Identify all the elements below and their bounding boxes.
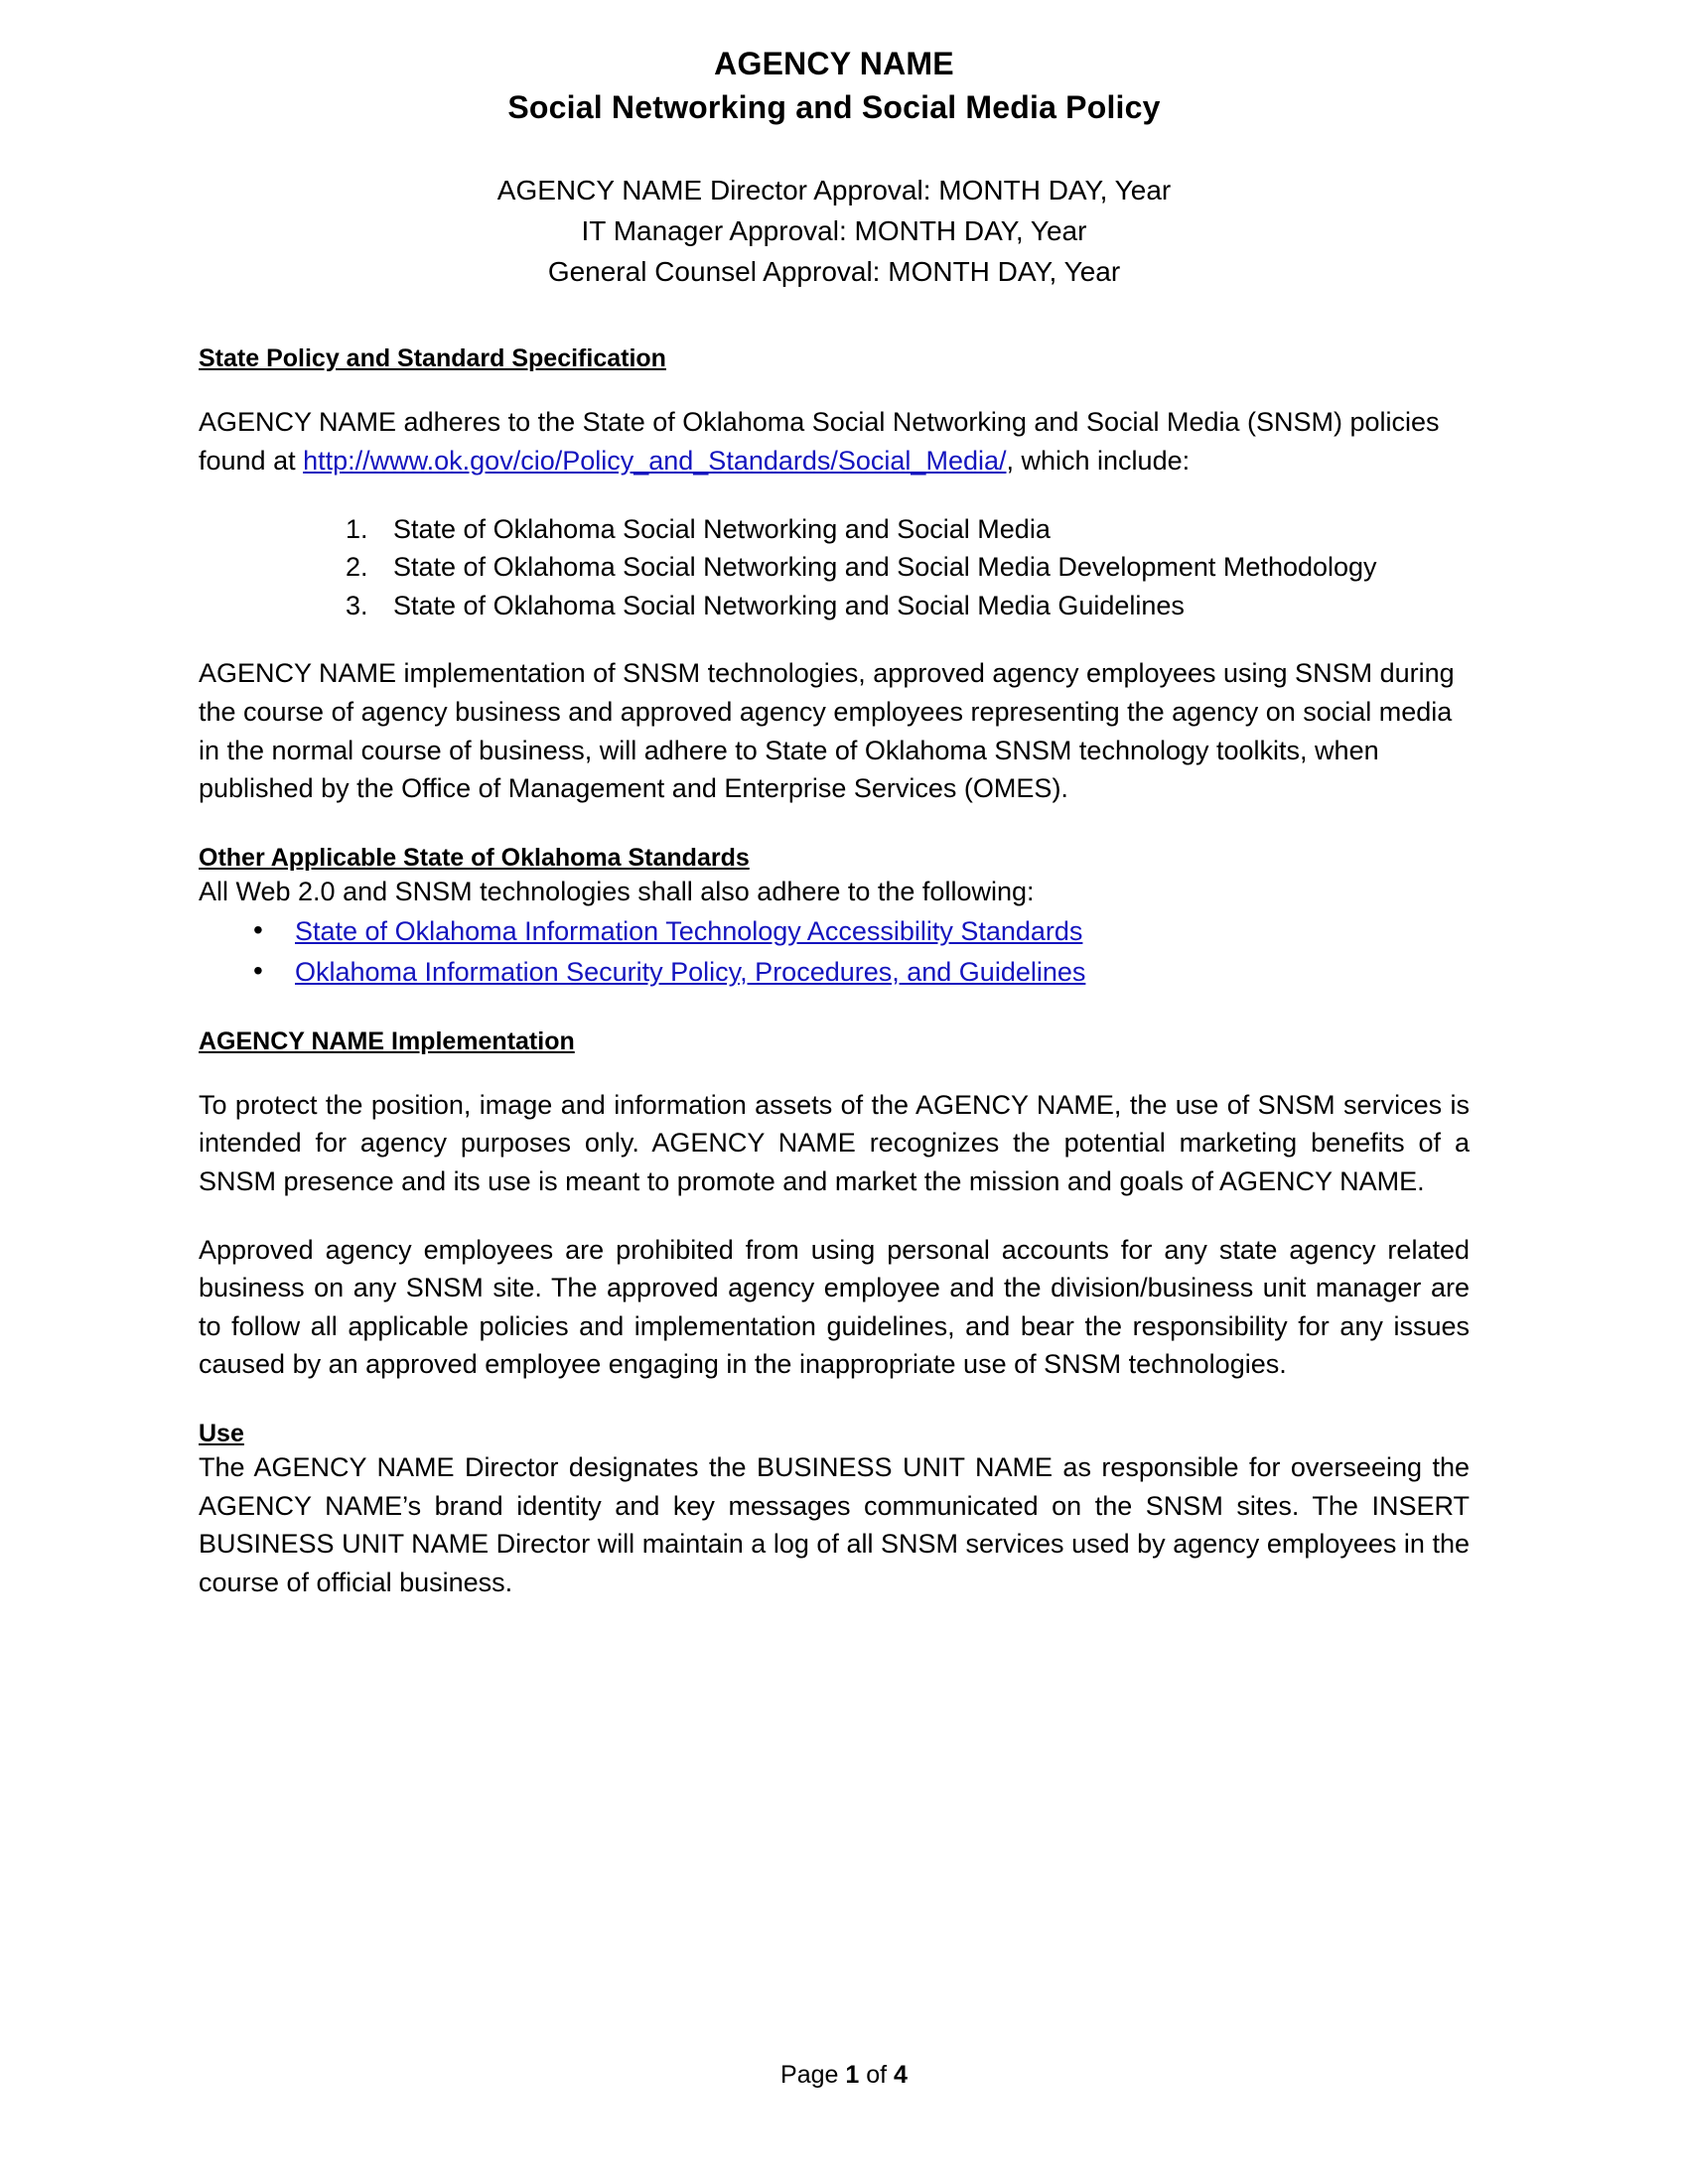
footer-middle: of (859, 2061, 895, 2089)
list-item (253, 912, 1470, 951)
paragraph-other-standards-lead-in: All Web 2.0 and SNSM technologies shall also adhere to the following: (199, 876, 1035, 906)
list-item (253, 953, 1470, 992)
list-item-label: State of Oklahoma Social Networking and Social Media Development Methodology (393, 552, 1377, 583)
page-title-policy: Social Networking and Social Media Policy (507, 88, 1161, 125)
list-item-label: State of Oklahoma Social Networking and Social Media Guidelines (393, 590, 1185, 620)
spacer (199, 992, 1470, 1027)
heading-use: Use (199, 1419, 244, 1447)
link-it-accessibility-standards[interactable]: State of Oklahoma Information Technology Accessibility Standards (295, 916, 1083, 947)
document-body (199, 0, 1470, 1601)
footer-page-number: 1 (845, 2061, 860, 2089)
approval-line-it-manager: IT Manager Approval: MONTH DAY, Year (581, 215, 1087, 247)
list-item-label: State of Oklahoma Social Networking and Social Media (393, 513, 1051, 544)
other-standards-bullet-list (199, 912, 1470, 991)
spacer (199, 1384, 1470, 1420)
page-title-agency: AGENCY NAME (714, 46, 954, 81)
paragraph-implementation-1: To protect the position, image and information assets of the AGENCY NAME, the use of SNSM services is intended for agency purposes only. AGENCY NAME recognizes the potential marketing benefits of a SNSM presence and its use is meant to promote and market the mission and goals of AGENCY NAME. (199, 1089, 1470, 1196)
spacer (199, 1201, 1470, 1231)
heading-other-applicable-standards: Other Applicable State of Oklahoma Standards (199, 843, 750, 872)
paragraph-use-1: The AGENCY NAME Director designates the BUSINESS UNIT NAME as responsible for overseeing the AGENCY NAME’s brand identity and key messages communicated on the SNSM sites. The INSERT BUSINESS UNIT NAME Director will maintain a log of all SNSM services used by agency employees in the course of official business. (199, 1451, 1470, 1597)
intro-text-after-link: , which include: (1006, 445, 1191, 476)
spacer (199, 292, 1470, 344)
list-item (346, 510, 1470, 549)
link-information-security-policy[interactable]: Oklahoma Information Security Policy, Procedures, and Guidelines (295, 957, 1086, 988)
heading-agency-name-implementation: AGENCY NAME Implementation (199, 1026, 575, 1055)
approval-line-director: AGENCY NAME Director Approval: MONTH DAY, Year (496, 174, 1172, 205)
approval-block (199, 128, 1470, 292)
footer-page-total: 4 (894, 2061, 908, 2089)
paragraph-implementation-2: Approved agency employees are prohibited from using personal accounts for any state agency related business on any SNSM site. The approved agency employee and the division/business unit manager are to follow all applicable policies and implementation guidelines, and bear the responsibility for any issues caused by an approved employee engaging in the inappropriate use of SNSM technologies. (199, 1234, 1470, 1380)
paragraph-state-policy-intro (199, 403, 1470, 479)
heading-state-policy-and-standard-specification: State Policy and Standard Specification (199, 344, 666, 373)
intro-text-before-link: AGENCY NAME adheres to the State of Oklahoma Social Networking and Social Media (SNSM) policies found at (199, 407, 1440, 476)
spacer (199, 808, 1470, 844)
spacer (199, 373, 1470, 403)
list-item (346, 548, 1470, 587)
footer-prefix: Page (780, 2061, 846, 2089)
paragraph-snsm-implementation-toolkits: AGENCY NAME implementation of SNSM technologies, approved agency employees using SNSM during the course of agency business and approved agency employees representing the agency on social media in the normal course of business, will adhere to State of Oklahoma SNSM technology toolkits, when published by the Office of Management and Enterprise Services (OMES). (199, 658, 1455, 804)
approval-line-general-counsel: General Counsel Approval: MONTH DAY, Year (547, 256, 1121, 288)
spacer (199, 480, 1470, 510)
spacer (199, 1056, 1470, 1086)
list-item (346, 587, 1470, 625)
spacer (199, 624, 1470, 654)
page-footer (0, 2060, 1688, 2090)
state-policy-numbered-list (199, 510, 1470, 625)
policy-standards-url-link[interactable]: http://www.ok.gov/cio/Policy_and_Standards/Social_Media/ (303, 445, 1007, 476)
